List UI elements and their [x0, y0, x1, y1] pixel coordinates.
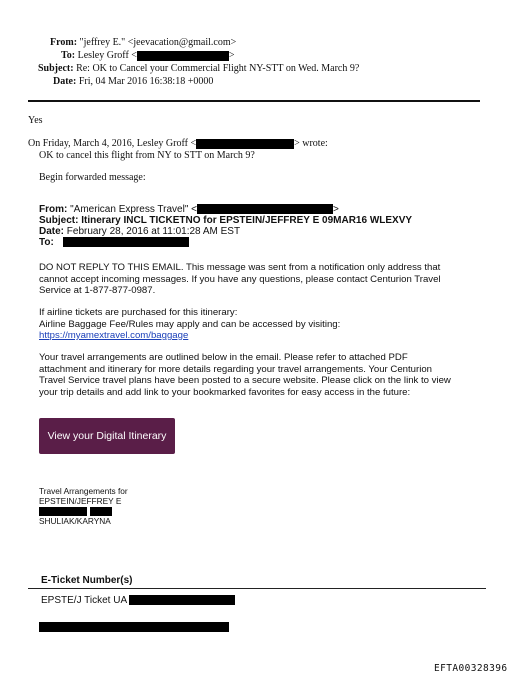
- header-subject: [38, 62, 359, 75]
- redaction-bar: [39, 622, 229, 632]
- arrangements-line: Travel Service travel plans have been posted to a secure website. Please click on the link to view: [39, 375, 451, 386]
- fwd-subject-label: Subject:: [39, 215, 79, 226]
- fwd-from: [39, 204, 339, 215]
- header-to-prefix: Lesley Groff <: [77, 50, 137, 61]
- arrangements-block: [39, 486, 128, 526]
- fwd-to: [39, 237, 189, 248]
- arrangements-line: your trip details and add link to your bookmarked favorites for easy access in the future:: [39, 386, 411, 398]
- fwd-subject-value: Itinerary INCL TICKETNO for EPSTEIN/JEFFREY E 09MAR16 WLEXVY: [81, 215, 413, 226]
- eticket-heading: E-Ticket Number(s): [41, 575, 133, 586]
- baggage-link[interactable]: https://myamextravel.com/baggage: [39, 330, 189, 341]
- header-divider: [28, 100, 480, 102]
- eticket-line: [41, 595, 235, 606]
- fwd-subject: [39, 215, 412, 226]
- notice-line: cannot accept incoming messages. If you have any questions, please contact Centurion Travel: [39, 273, 441, 285]
- fwd-date-label: Date:: [39, 226, 65, 237]
- fwd-to-label: To:: [39, 237, 54, 248]
- header-date-label: Date:: [53, 76, 77, 87]
- header-date-value: Fri, 04 Mar 2016 16:38:18 +0000: [78, 76, 214, 87]
- quote-intro: [28, 138, 328, 150]
- reply-text: Yes: [28, 115, 43, 126]
- arrangements-traveler: EPSTEIN/JEFFREY E: [39, 496, 122, 506]
- arrangements-agent: SHULIAK/KARYNA: [39, 516, 111, 526]
- eticket-divider: [28, 588, 486, 589]
- fwd-from-suffix: >: [333, 204, 339, 215]
- quoted-line: OK to cancel this flight from NY to STT on March 9?: [39, 150, 255, 161]
- redaction-bar: [137, 51, 229, 61]
- header-from: [50, 36, 236, 49]
- baggage-line: If airline tickets are purchased for this itinerary:: [39, 307, 238, 318]
- notice-line: DO NOT REPLY TO THIS EMAIL. This message was sent from a notification only address that: [39, 262, 441, 273]
- header-subject-label: Subject:: [38, 63, 74, 74]
- arrangements-line: Your travel arrangements are outlined below in the email. Please refer to attached PDF: [39, 352, 408, 363]
- arrangements-paragraph: [39, 352, 451, 398]
- header-subject-value: Re: OK to Cancel your Commercial Flight NY-STT on Wed. March 9?: [76, 63, 360, 74]
- fwd-from-prefix: "American Express Travel" <: [70, 204, 197, 215]
- fwd-date: [39, 226, 240, 237]
- eticket-prefix: EPSTE/J Ticket UA: [41, 595, 127, 606]
- baggage-paragraph: [39, 307, 340, 342]
- redaction-bar: [196, 139, 294, 149]
- header-date: [53, 75, 213, 88]
- header-to-label: To:: [61, 50, 76, 61]
- quote-intro-suffix: > wrote:: [294, 138, 328, 149]
- header-to: [61, 49, 235, 62]
- baggage-line: Airline Baggage Fee/Rules may apply and can be accessed by visiting:: [39, 318, 341, 330]
- header-from-value: "jeffrey E." <jeevacation@gmail.com>: [79, 37, 237, 48]
- document-id: EFTA00328396: [434, 663, 508, 674]
- quote-intro-prefix: On Friday, March 4, 2016, Lesley Groff <: [28, 138, 197, 149]
- notice-paragraph: [39, 262, 441, 297]
- header-to-suffix: >: [228, 50, 235, 61]
- arrangements-line: attachment and itinerary for more details regarding your travel arrangements. Your Centurion: [39, 363, 433, 375]
- fwd-date-value: February 28, 2016 at 11:01:28 AM EST: [66, 226, 241, 237]
- header-from-label: From:: [50, 37, 78, 48]
- redaction-bar: [63, 237, 189, 247]
- redaction-bar: [129, 595, 235, 605]
- forward-label: Begin forwarded message:: [39, 172, 146, 183]
- redaction-bar: [39, 507, 87, 516]
- arrangements-redaction: [39, 506, 128, 516]
- notice-line: Service at 1-877-877-0987.: [39, 285, 156, 296]
- redaction-bar: [90, 507, 112, 516]
- redaction-bar: [197, 204, 333, 214]
- arrangements-title: Travel Arrangements for: [39, 486, 128, 496]
- eticket-redaction: [39, 618, 229, 636]
- fwd-from-label: From:: [39, 204, 68, 215]
- view-itinerary-button[interactable]: View your Digital Itinerary: [39, 418, 175, 454]
